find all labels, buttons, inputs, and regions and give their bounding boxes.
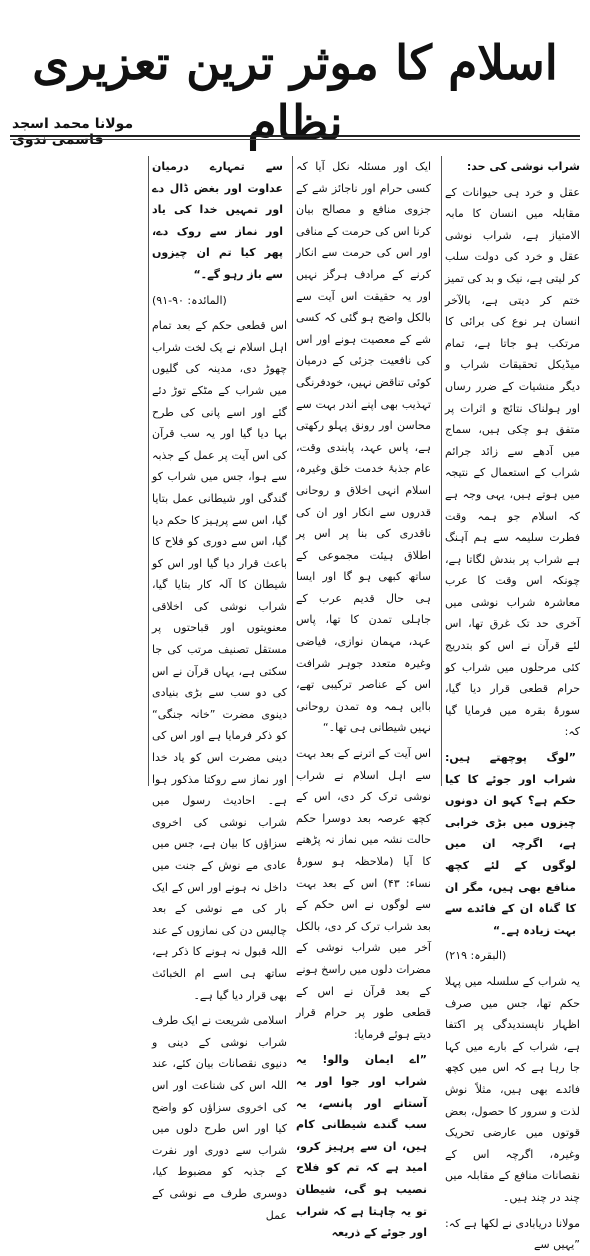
body-paragraph: یہ شراب کے سلسلہ میں پہلا حکم تھا، جس میں صرف اظہار ناپسندیدگی پر اکتفا ہے، شراب کے بارے میں کہا جا رہا ہے کہ اس میں کچھ فائدے بھی ہیں، مثلاً نوش لذت و سرور کا حصول، بعض قوتوں میں عارضی تحریک وغیرہ، اگرچہ اس کے نقصانات منافع کے مقابلہ میں چند در چند ہیں۔ bbox=[445, 974, 580, 1204]
column-divider bbox=[441, 156, 442, 786]
column-4 bbox=[10, 156, 145, 788]
reference-citation: (البقرہ: ۲۱۹) bbox=[445, 949, 507, 963]
column-divider bbox=[292, 156, 293, 786]
body-paragraph: ایک اور مسئلہ نکل آیا کہ کسی حرام اور ناجائز شے کے جزوی منافع و مصالح بیان کرنا اس کی حرمت کے منافی اور اس کی حرمت سے انکار کرنے کے مرادف ہرگز نہیں اور یہ حقیقت اس آیت سے بالکل واضح ہو گئی کہ کسی شے کے معصیت ہونے اور اس کی نافعیت جزئی کے درمیان کوئی تناقض نہیں، خودفرنگی تہذیب بھی اپنے اندر بہت سے محاسن اور رونق پہلو رکھتی ہے، پاس عہد، پابندی وقت، عام جذبۂ خدمت خلق وغیرہ، اسلام انہی اخلاق و روحانی قدروں سے انکار اور ان کی ناقدری کی بنا پر اس پر اطلاق ہیئت مجموعی کے ساتھ کبھی ہو گا اور ایسا ہی حال قدیم عرب کے جاہلی تمدن کا تھا، پاس عہد، مہمان نوازی، فیاضی وغیرہ متعدد جوہر شرافت اس کے عناصر ترکیبی تھے، باایں ہمہ وہ تمدن روحانی نہیں شیطانی ہی تھا۔“ bbox=[296, 160, 431, 735]
body-paragraph: مولانا دریابادی نے لکھا ہے کہ: ”یہیں سے bbox=[445, 1216, 580, 1252]
body-paragraph: عقل و خرد ہی حیوانات کے مقابلہ میں انسان کا مابہ الامتیاز ہے، شراب نوشی عقل و خرد کی دولت سلب کر لیتی ہے، نیک و بد کی تمیز ختم کر دیتی ہے، بالآخر انسان ہر نوع کی برائی کا مرتکب ہو جاتا ہے، تمام میڈیکل تحقیقات شراب و دیگر منشیات کے ضرر رساں اور ہولناک نتائج و اثرات پر متفق ہو چکی ہیں، سماج میں آدھے سے زائد جرائم شراب کے استعمال کے نتیجہ میں ہوتے ہیں، یہی وجہ ہے کہ اسلام جو ہمہ وقت فطرت سلیمہ سے ہم آہنگ ہے شراب پر بندش لگاتا ہے، چونکہ اس وقت کا عرب معاشرہ شراب نوشی میں آخری حد تک غرق تھا، اس لئے قرآن نے اس کو بتدریج کئی مرحلوں میں شراب کو حرام قطعی قرار دیا گیا، سورۂ بقرہ میں فرمایا گیا کہ: bbox=[445, 185, 580, 739]
quote-paragraph: سے تمہارے درمیان عداوت اور بغض ڈال دے اور تمہیں خدا کی یاد اور نماز سے روک دے، پھر کیا تم ان چیزوں سے باز رہو گے۔“ bbox=[152, 160, 283, 281]
article-title: اسلام کا موثر ترین تعزیری نظام bbox=[32, 36, 558, 151]
author-byline: مولانا محمد اسجد قاسمی ندوی bbox=[12, 116, 134, 148]
reference-citation: (المائدہ: ۹۰-۹۱) bbox=[152, 293, 227, 307]
section-heading: شراب نوشی کی حد: bbox=[466, 160, 580, 173]
header-rule-thin bbox=[10, 139, 580, 140]
quote-paragraph: ”اے ایمان والو! یہ شراب اور جوا اور یہ آستانے اور پانسے، یہ سب گندے شیطانی کام ہیں، ان سے پرہیز کرو، امید ہے کہ تم کو فلاح نصیب ہو گی، شیطان تو یہ چاہتا ہے کہ شراب اور جوئے کے ذریعہ bbox=[296, 1053, 427, 1240]
column-2 bbox=[296, 156, 431, 1240]
quote-paragraph: ”لوگ پوچھتے ہیں: شراب اور جوئے کا کیا حکم ہے؟ کہو ان دونوں چیزوں میں بڑی خرابی ہے، اگرچہ ان میں لوگوں کے لئے کچھ منافع بھی ہیں، مگر ان کا گناہ ان کے فائدے سے بہت زیادہ ہے۔“ bbox=[445, 751, 576, 937]
body-paragraph: اسلامی شریعت نے ایک طرف شراب نوشی کے دینی و دنیوی نقصانات بیان کئے، عند اللہ اس کی شناعت اور اس کی اخروی سزاؤں کو واضح کیا اور اس طرح دلوں میں شراب سے دوری اور نفرت کے جذبہ کو مضبوط کیا، دوسری طرف مے نوشی کے عمل bbox=[152, 1014, 287, 1222]
column-divider bbox=[148, 156, 149, 786]
body-paragraph: اس قطعی حکم کے بعد تمام اہل اسلام نے یک لخت شراب چھوڑ دی، مدینہ کی گلیوں میں شراب کے مٹکے توڑ دئے گئے اور اسے پانی کی طرح بہا دیا گیا اور یہ سب قرآن کی اس آیت پر عمل کے جذبہ سے ہوا، جس میں شراب کو گندگی اور شیطانی عمل بتایا گیا، اس سے پرہیز کا حکم دیا گیا، اس سے دوری کو فلاح کا باعث قرار دیا گیا اور اس کو شیطان کا آلہ کار بتایا گیا، شراب نوشی کی اخلاقی معنویتوں اور قباحتوں پر مستقل تصنیف مرتب کی جا سکتی ہے، یہاں قرآن نے اس کی دو سب سے بڑی بنیادی دینوی مضرت ”خانہ جنگی“ کو ذکر فرمایا ہے اور اس کی دینی مضرت اس کو یاد خدا اور نماز سے روکتا مذکور ہوا ہے۔ احادیث رسول میں شراب نوشی کی اخروی سزاؤں کا بیان ہے، جس میں عادی مے نوش کے جنت میں داخل نہ ہونے اور اس کے ایک بار کی مے نوشی کے بعد چالیس دن کی نمازوں کے عند اللہ قبول نہ ہونے کا ذکر ہے، ساتھ ہی اسے ام الخبائث بھی قرار دیا گیا ہے۔ bbox=[152, 319, 287, 1002]
header-rule bbox=[10, 135, 580, 137]
column-1 bbox=[445, 156, 580, 1252]
body-paragraph: اس آیت کے اترنے کے بعد بہت سے اہل اسلام نے شراب نوشی ترک کر دی، اس کے کچھ عرصہ بعد دوسرا حکم حالت نشہ میں نماز نہ پڑھنے کا آیا (ملاحظہ ہو سورۂ نساء: ۴۳) اس کے بعد بہت سے لوگوں نے اس حکم کے بعد شراب ترک کر دی، بالکل آخر میں شراب نوشی کے مضرات دلوں میں راسخ ہونے کے بعد قرآن نے اس کے قطعی طور پر حرام قرار دیتے ہوئے فرمایا: bbox=[296, 747, 431, 1041]
column-3 bbox=[152, 156, 287, 1222]
